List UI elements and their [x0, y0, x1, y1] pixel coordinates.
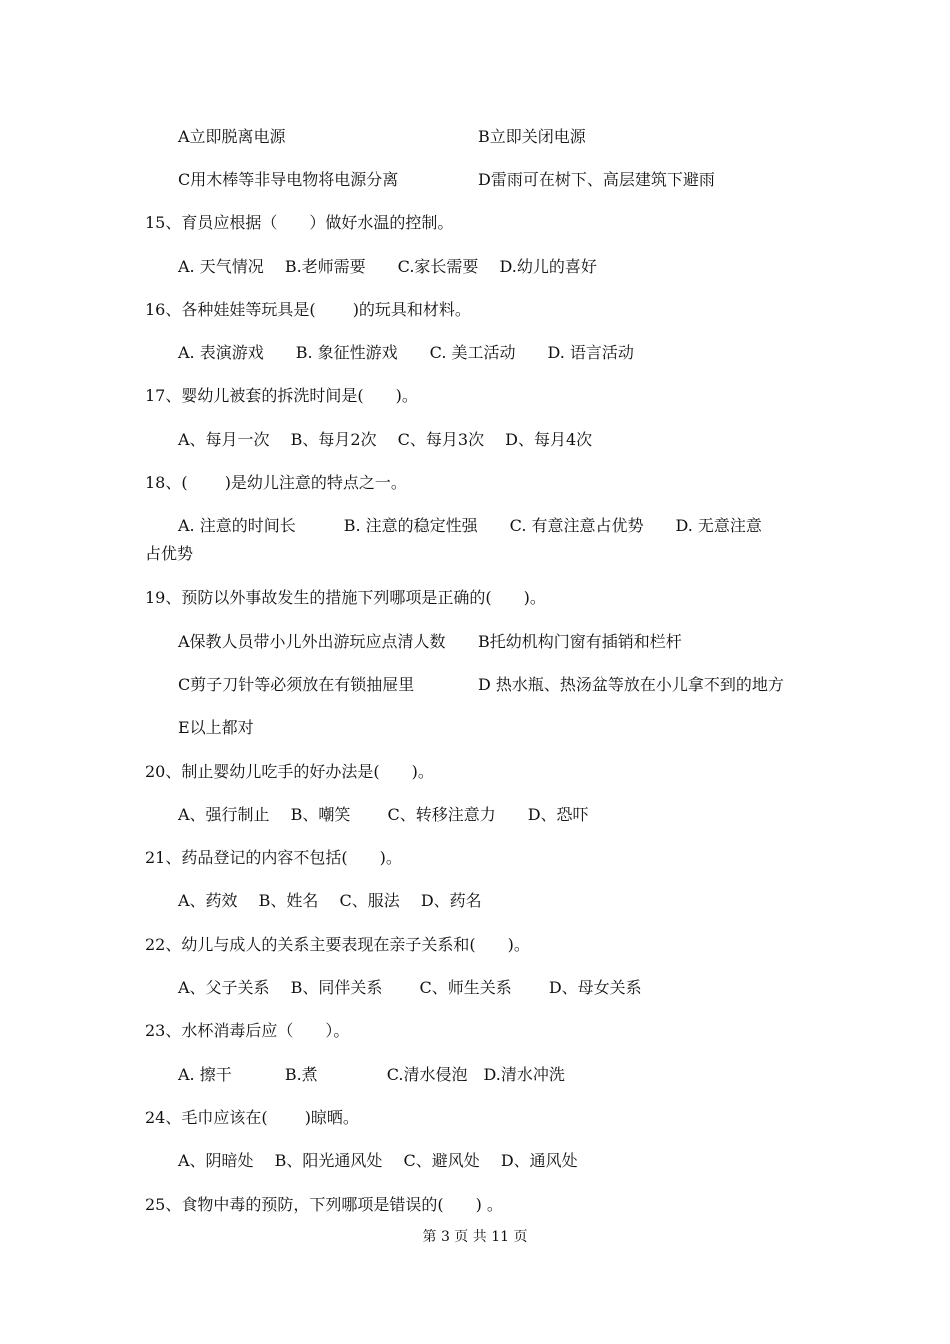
option-b-19: B托幼机构门窗有插销和栏杆: [478, 632, 682, 651]
question-17: 17、婴幼儿被套的拆洗时间是( )。: [145, 386, 418, 405]
options-21: A、药效 B、姓名 C、服法 D、药名: [178, 891, 482, 910]
options-20: A、强行制止 B、嘲笑 C、转移注意力 D、恐吓: [178, 805, 589, 824]
option-a-19: A保教人员带小儿外出游玩应点清人数: [178, 632, 446, 651]
question-18: 18、( )是幼儿注意的特点之一。: [145, 473, 407, 492]
options-24: A、阴暗处 B、阳光通风处 C、避风处 D、通风处: [178, 1151, 578, 1170]
options-15: A. 天气情况 B.老师需要 C.家长需要 D.幼儿的喜好: [178, 257, 597, 276]
options-18: A. 注意的时间长 B. 注意的稳定性强 C. 有意注意占优势 D. 无意注意: [178, 516, 762, 535]
question-24: 24、毛巾应该在( )晾晒。: [145, 1108, 359, 1127]
question-25: 25、食物中毒的预防，下列哪项是错误的( ) 。: [145, 1195, 503, 1214]
options-23: A. 擦干 B.煮 C.清水侵泡 D.清水冲洗: [178, 1065, 565, 1084]
option-d-14: D雷雨可在树下、高层建筑下避雨: [478, 170, 715, 189]
question-20: 20、制止婴幼儿吃手的好办法是( )。: [145, 762, 434, 781]
options-16: A. 表演游戏 B. 象征性游戏 C. 美工活动 D. 语言活动: [178, 343, 634, 362]
options-17: A、每月一次 B、每月2次 C、每月3次 D、每月4次: [178, 430, 593, 449]
question-22: 22、幼儿与成人的关系主要表现在亲子关系和( )。: [145, 935, 530, 954]
options-18-wrap: 占优势: [145, 544, 194, 563]
option-e-19: E以上都对: [178, 718, 254, 737]
question-19: 19、预防以外事故发生的措施下列哪项是正确的( )。: [145, 588, 546, 607]
option-c-19: C剪子刀针等必须放在有锁抽屉里: [178, 675, 415, 694]
option-b-14: B立即关闭电源: [478, 127, 586, 146]
option-a-14: A立即脱离电源: [178, 127, 286, 146]
options-22: A、父子关系 B、同伴关系 C、师生关系 D、母女关系: [178, 978, 642, 997]
question-16: 16、各种娃娃等玩具是( )的玩具和材料。: [145, 300, 471, 319]
question-23: 23、水杯消毒后应（ ）。: [145, 1021, 350, 1040]
question-21: 21、药品登记的内容不包括( )。: [145, 848, 402, 867]
option-c-14: C用木棒等非导电物将电源分离: [178, 170, 399, 189]
question-15: 15、育员应根据（ ）做好水温的控制。: [145, 213, 454, 232]
page-footer: 第 3 页 共 11 页: [422, 1229, 528, 1245]
option-d-19: D 热水瓶、热汤盆等放在小儿拿不到的地方: [478, 675, 784, 694]
